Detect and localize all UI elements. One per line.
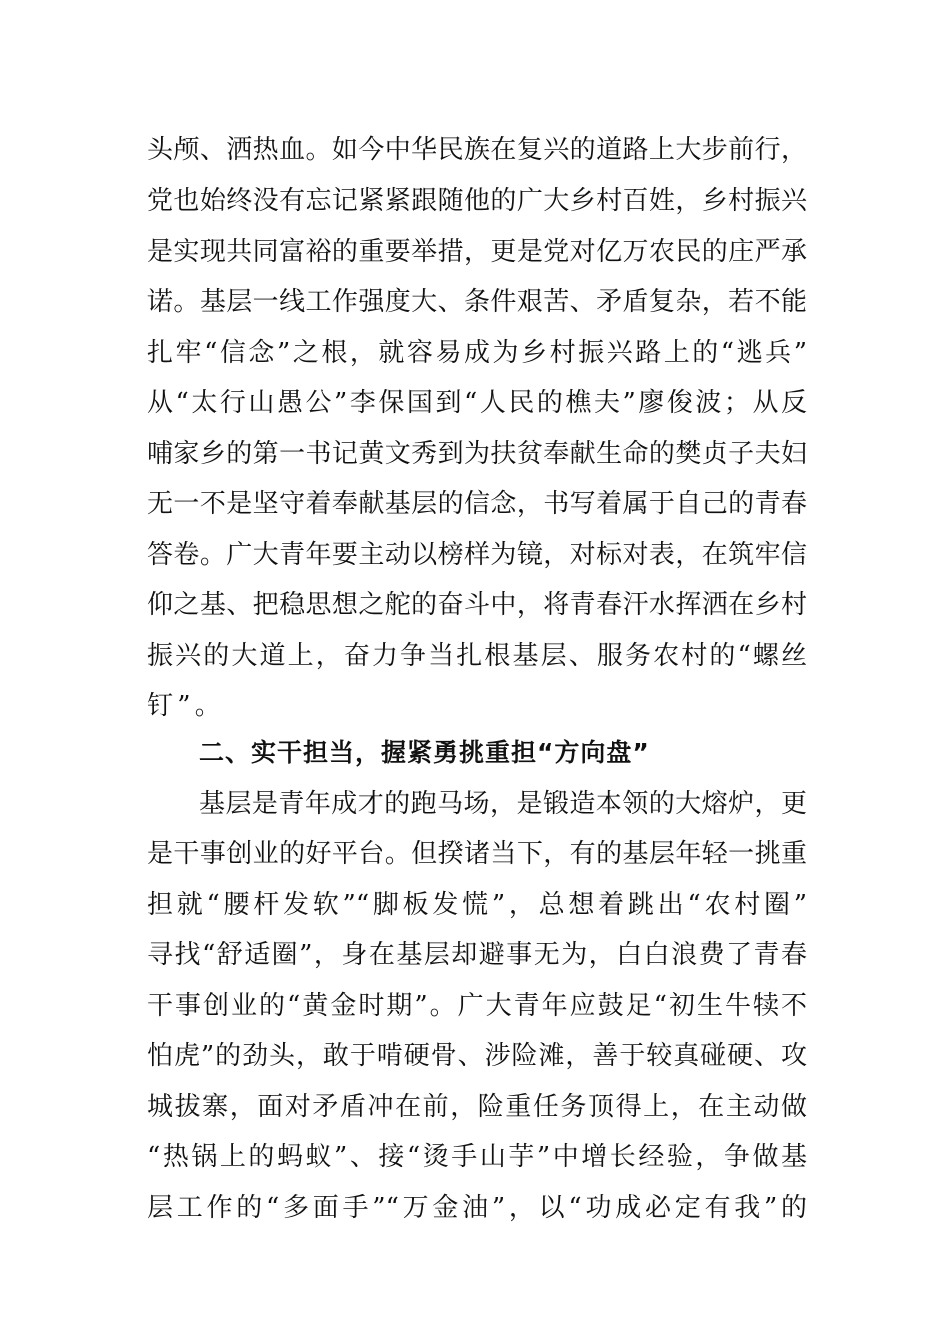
body-text-line: 从“太行山愚公”李保国到“人民的樵夫”廖俊波；从反 — [147, 388, 807, 418]
body-text-line: 干事创业的“黄金时期”。广大青年应鼓足“初生牛犊不 — [147, 991, 807, 1021]
body-text-line: 头颅、洒热血。如今中华民族在复兴的道路上大步前行， — [147, 135, 807, 165]
body-text-line: 是实现共同富裕的重要举措，更是党对亿万农民的庄严承 — [147, 237, 807, 267]
body-text-line: 寻找“舒适圈”，身在基层却避事无为，白白浪费了青春 — [147, 940, 807, 970]
body-text-line: 无一不是坚守着奉献基层的信念，书写着属于自己的青春 — [147, 489, 807, 519]
body-text-line: 哺家乡的第一书记黄文秀到为扶贫奉献生命的樊贞子夫妇 — [147, 439, 807, 469]
body-text-line: 是干事创业的好平台。但揆诸当下，有的基层年轻一挑重 — [147, 839, 807, 869]
body-text-line: 诺。基层一线工作强度大、条件艰苦、矛盾复杂，若不能 — [147, 287, 807, 317]
body-text-line: 答卷。广大青年要主动以榜样为镜，对标对表，在筑牢信 — [147, 540, 807, 570]
body-text-line: 仰之基、把稳思想之舵的奋斗中，将青春汗水挥洒在乡村 — [147, 590, 807, 620]
body-text-line: 钉”。 — [147, 691, 225, 721]
body-text-line: 担就“腰杆发软”“脚板发慌”，总想着跳出“农村圈” — [147, 890, 807, 920]
body-text-line: 扎牢“信念”之根，就容易成为乡村振兴路上的“逃兵” — [147, 338, 807, 368]
body-text-line: “热锅上的蚂蚁”、接“烫手山芋”中增长经验，争做基 — [147, 1142, 807, 1172]
body-text-line: 怕虎”的劲头，敢于啃硬骨、涉险滩，善于较真碰硬、攻 — [147, 1041, 807, 1071]
body-text-line: 党也始终没有忘记紧紧跟随他的广大乡村百姓，乡村振兴 — [147, 186, 807, 216]
body-text-line: 层工作的“多面手”“万金油”，以“功成必定有我”的 — [147, 1193, 807, 1223]
body-text-line: 城拔寨，面对矛盾冲在前，险重任务顶得上，在主动做 — [147, 1092, 807, 1122]
section-heading: 二、实干担当，握紧勇挑重担“方向盘” — [199, 738, 650, 767]
body-text-line: 基层是青年成才的跑马场，是锻造本领的大熔炉，更 — [199, 789, 807, 819]
body-text-line: 振兴的大道上，奋力争当扎根基层、服务农村的“螺丝 — [147, 641, 807, 671]
